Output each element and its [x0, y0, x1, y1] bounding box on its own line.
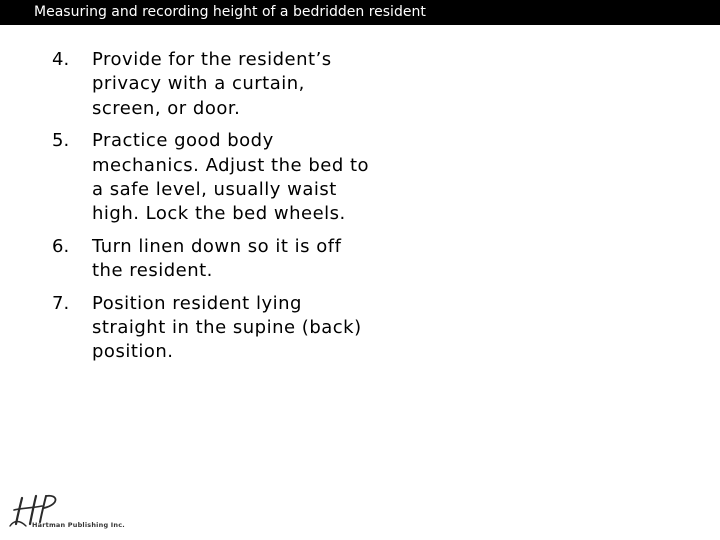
step-number: 7.: [52, 292, 70, 314]
step-item: [52, 292, 372, 365]
step-list: [52, 48, 372, 373]
step-text: Provide for the resident’s privacy with a curtain, screen, or door.: [92, 49, 332, 119]
step-text: Position resident lying straight in the supine (back) position.: [92, 292, 362, 363]
step-number: 4.: [52, 49, 70, 70]
step-item: [52, 129, 372, 227]
slide-title: Measuring and recording height of a bedridden resident: [34, 4, 426, 20]
step-number: 6.: [52, 235, 70, 257]
step-text: Practice good body mechanics. Adjust the bed to a safe level, usually waist high. Lock the bed wheels.: [92, 130, 370, 225]
logo-text: Hartman Publishing Inc.: [32, 521, 125, 529]
step-number: 5.: [52, 130, 70, 152]
step-item: [52, 48, 372, 121]
title-bar: [0, 0, 720, 25]
step-item: [52, 235, 372, 284]
publisher-logo: [6, 492, 125, 532]
step-text: Turn linen down so it is off the resident.: [92, 235, 342, 282]
